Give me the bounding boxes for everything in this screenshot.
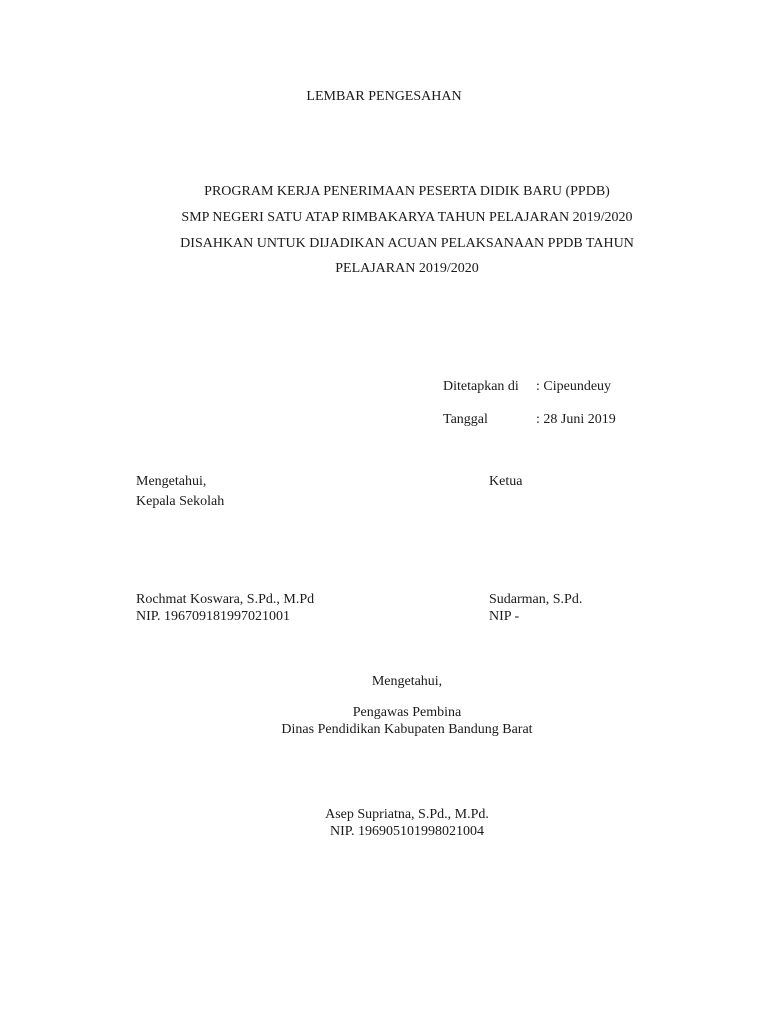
left-name: Rochmat Koswara, S.Pd., M.Pd (136, 592, 315, 607)
bottom-nip: NIP. 196905101998021004 (329, 824, 484, 839)
place-value: : Cipeundeuy (536, 379, 612, 394)
right-nip: NIP - (489, 609, 520, 624)
program-line-3: DISAHKAN UNTUK DIJADIKAN ACUAN PELAKSANAAN PPDB TAHUN (180, 236, 634, 251)
right-name: Sudarman, S.Pd. (489, 592, 583, 607)
date-label: Tanggal (443, 412, 488, 427)
program-line-1: PROGRAM KERJA PENERIMAAN PESERTA DIDIK BARU (PPDB) (204, 184, 610, 199)
bottom-agency: Dinas Pendidikan Kabupaten Bandung Barat (281, 722, 533, 737)
program-line-2: SMP NEGERI SATU ATAP RIMBAKARYA TAHUN PELAJARAN 2019/2020 (181, 210, 633, 225)
date-value: : 28 Juni 2019 (536, 412, 616, 427)
left-nip: NIP. 196709181997021001 (136, 609, 291, 624)
left-role: Kepala Sekolah (136, 494, 225, 509)
program-line-4: PELAJARAN 2019/2020 (335, 261, 479, 276)
document-title: LEMBAR PENGESAHAN (306, 89, 462, 104)
left-heading: Mengetahui, (136, 474, 207, 489)
right-role: Ketua (489, 474, 523, 489)
bottom-name: Asep Supriatna, S.Pd., M.Pd. (325, 807, 489, 822)
bottom-heading: Mengetahui, (371, 674, 443, 689)
bottom-role: Pengawas Pembina (352, 705, 462, 720)
place-label: Ditetapkan di (443, 379, 519, 394)
